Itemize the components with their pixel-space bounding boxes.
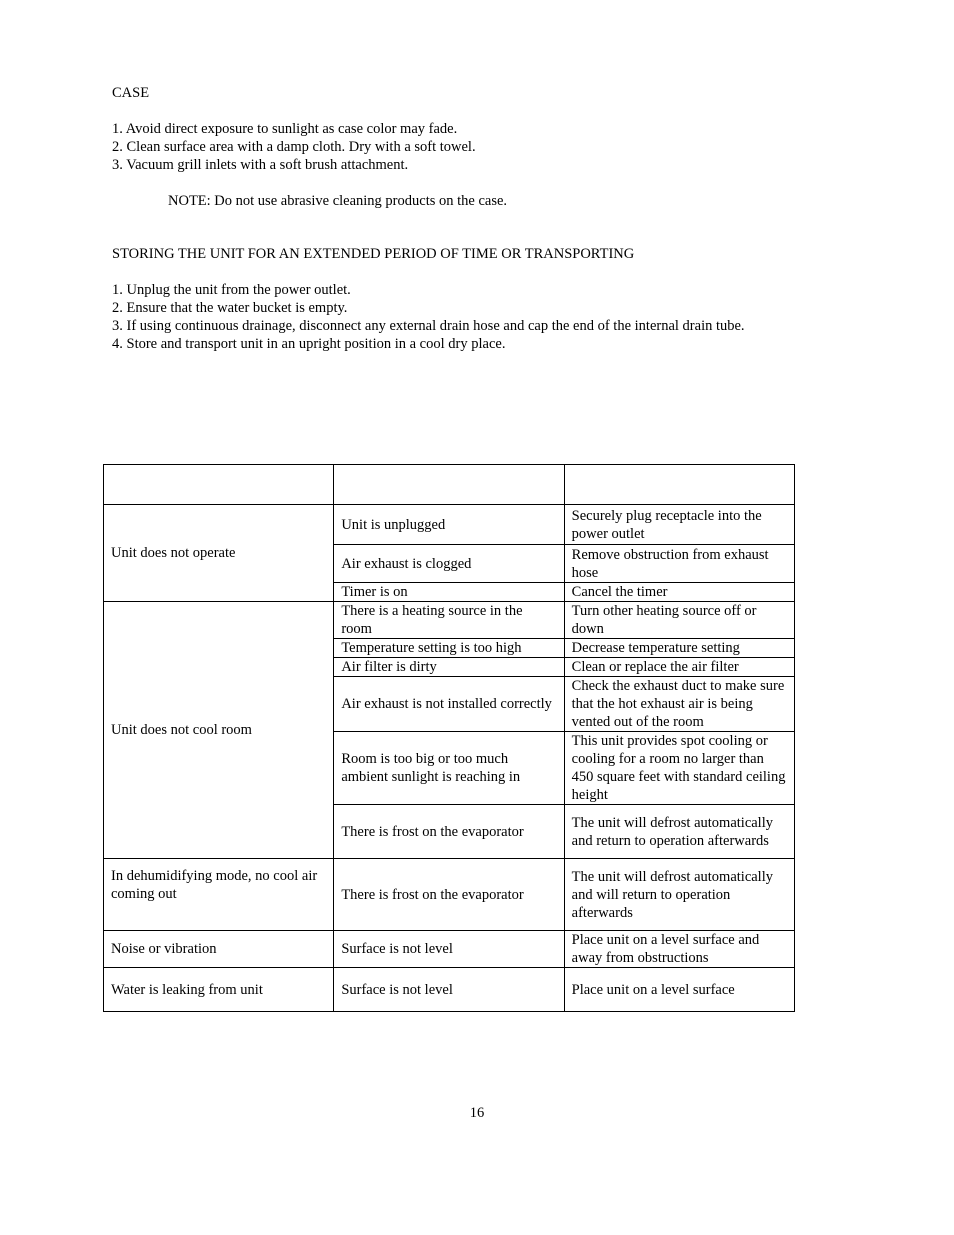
- storing-item-1: 1. Unplug the unit from the power outlet.: [112, 282, 351, 298]
- solution-cell: Cancel the timer: [564, 583, 794, 602]
- case-item-1: 1. Avoid direct exposure to sunlight as case color may fade.: [112, 121, 458, 137]
- cause-cell: Unit is unplugged: [334, 505, 564, 545]
- cause-cell: Room is too big or too much ambient sunlight is reaching in: [334, 732, 564, 805]
- case-note: NOTE: Do not use abrasive cleaning products on the case.: [168, 193, 508, 209]
- problem-cell: In dehumidifying mode, no cool air coming out: [104, 859, 334, 931]
- table-row: [104, 505, 795, 545]
- table-row: [104, 859, 795, 931]
- solution-cell: Check the exhaust duct to make sure that the hot exhaust air is being vented out of the room: [564, 677, 794, 732]
- case-item-2: 2. Clean surface area with a damp cloth. Dry with a soft towel.: [112, 139, 476, 155]
- table-header-row: [104, 465, 795, 505]
- cause-cell: There is frost on the evaporator: [334, 805, 564, 859]
- cause-cell: Air exhaust is not installed correctly: [334, 677, 564, 732]
- header-cell-problem: [104, 465, 334, 505]
- solution-cell: Remove obstruction from exhaust hose: [564, 545, 794, 583]
- cause-cell: There is frost on the evaporator: [334, 859, 564, 931]
- page-number: 16: [469, 1105, 485, 1121]
- troubleshooting-table: [103, 464, 795, 1012]
- header-cell-solution: [564, 465, 794, 505]
- table-row: [104, 968, 795, 1012]
- storing-item-4: 4. Store and transport unit in an upright position in a cool dry place.: [112, 336, 506, 352]
- case-heading: CASE: [112, 85, 150, 101]
- storing-item-3: 3. If using continuous drainage, disconnect any external drain hose and cap the end of the internal drain tube.: [112, 318, 745, 334]
- header-cell-cause: [334, 465, 564, 505]
- problem-cell: Unit does not operate: [104, 505, 334, 602]
- solution-cell: This unit provides spot cooling or cooling for a room no larger than 450 square feet with standard ceiling height: [564, 732, 794, 805]
- cause-cell: Surface is not level: [334, 968, 564, 1012]
- storing-item-2: 2. Ensure that the water bucket is empty.: [112, 300, 348, 316]
- problem-cell: Water is leaking from unit: [104, 968, 334, 1012]
- solution-cell: Securely plug receptacle into the power outlet: [564, 505, 794, 545]
- table-row: [104, 931, 795, 968]
- cause-cell: Surface is not level: [334, 931, 564, 968]
- solution-cell: The unit will defrost automatically and return to operation afterwards: [564, 805, 794, 859]
- table-row: [104, 602, 795, 639]
- cause-cell: Temperature setting is too high: [334, 639, 564, 658]
- cause-cell: Air exhaust is clogged: [334, 545, 564, 583]
- cause-cell: Air filter is dirty: [334, 658, 564, 677]
- solution-cell: Decrease temperature setting: [564, 639, 794, 658]
- cause-cell: There is a heating source in the room: [334, 602, 564, 639]
- cause-cell: Timer is on: [334, 583, 564, 602]
- solution-cell: Turn other heating source off or down: [564, 602, 794, 639]
- solution-cell: The unit will defrost automatically and will return to operation afterwards: [564, 859, 794, 931]
- case-item-3: 3. Vacuum grill inlets with a soft brush attachment.: [112, 157, 409, 173]
- storing-heading: STORING THE UNIT FOR AN EXTENDED PERIOD OF TIME OR TRANSPORTING: [112, 246, 635, 262]
- solution-cell: Place unit on a level surface and away from obstructions: [564, 931, 794, 968]
- problem-cell: Unit does not cool room: [104, 602, 334, 859]
- solution-cell: Place unit on a level surface: [564, 968, 794, 1012]
- solution-cell: Clean or replace the air filter: [564, 658, 794, 677]
- problem-cell: Noise or vibration: [104, 931, 334, 968]
